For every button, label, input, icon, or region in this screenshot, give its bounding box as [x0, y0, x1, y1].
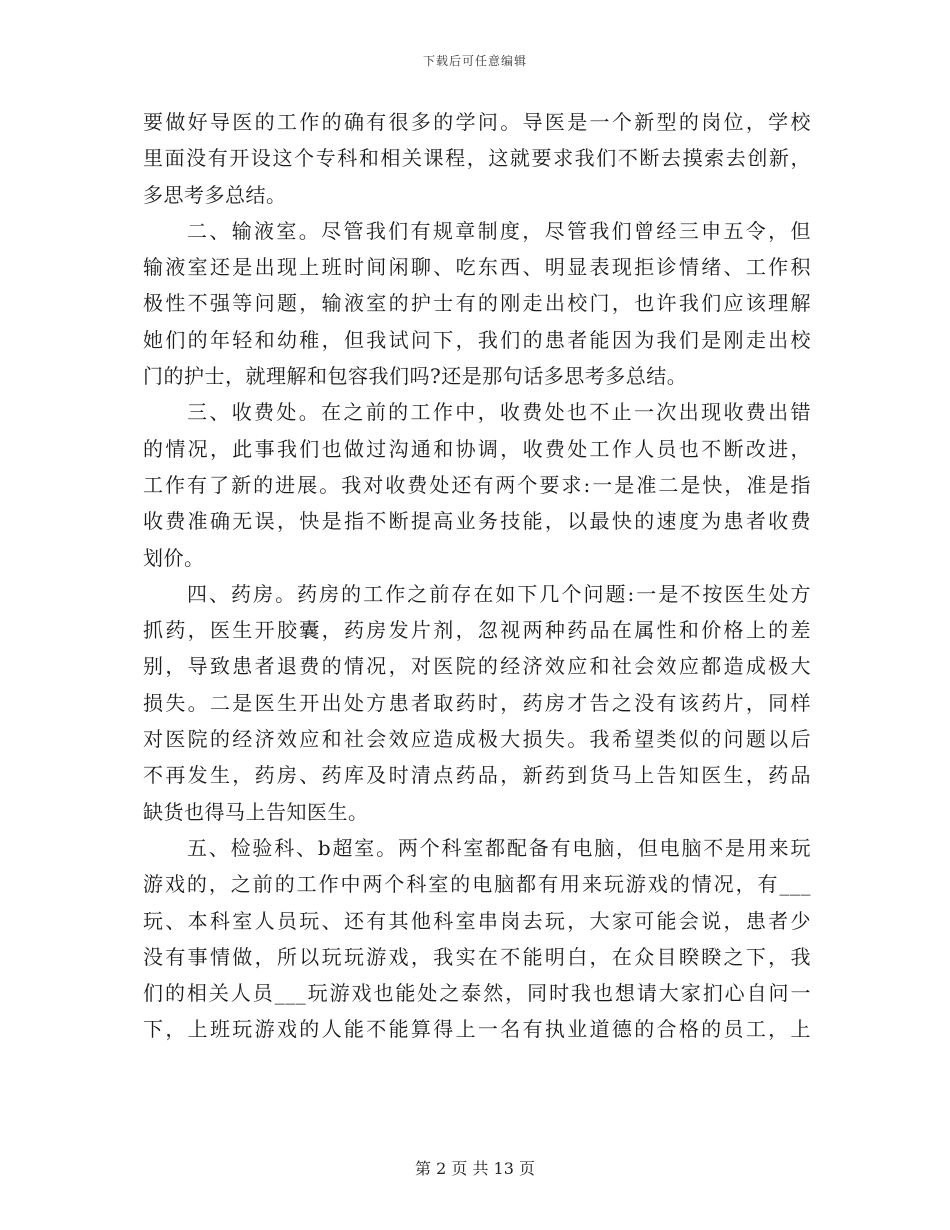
page-number-footer: 第 2 页 共 13 页	[415, 1159, 535, 1178]
text-line: 下，上班玩游戏的人能不能算得上一名有执业道德的合格的员工，上	[143, 1017, 811, 1042]
text-line: 门的护士，就理解和包容我们吗?还是那句话多思考多总结。	[143, 364, 688, 389]
text-line: 四、药房。药房的工作之前存在如下几个问题:一是不按医生处方	[187, 581, 811, 606]
text-line: 不再发生，药房、药库及时清点药品，新药到货马上告知医生，药品	[143, 763, 811, 788]
page-header: 下载后可任意编辑	[422, 54, 527, 68]
text-line: 她们的年轻和幼稚，但我试问下，我们的患者能因为我们是刚走出校	[143, 327, 811, 352]
text-line: 五、检验科、b超室。两个科室都配备有电脑，但电脑不是用来玩	[187, 835, 811, 860]
text-line: 游戏的，之前的工作中两个科室的电脑都有用来玩游戏的情况，有___	[143, 872, 811, 897]
text-line: 里面没有开设这个专科和相关课程，这就要求我们不断去摸索去创新，	[143, 146, 811, 171]
text-line: 三、收费处。在之前的工作中，收费处也不止一次出现收费出错	[187, 400, 811, 425]
text-line: 抓药，医生开胶囊，药房发片剂，忽视两种药品在属性和价格上的差	[143, 618, 811, 643]
document-body	[143, 104, 811, 1048]
text-line: 们的相关人员___玩游戏也能处之泰然，同时我也想请大家扪心自问一	[143, 981, 811, 1006]
text-line: 没有事情做，所以玩玩游戏，我实在不能明白，在众目睽睽之下，我	[143, 944, 811, 969]
text-line: 玩、本科室人员玩、还有其他科室串岗去玩，大家可能会说，患者少	[143, 908, 811, 933]
text-line: 的情况，此事我们也做过沟通和协调，收费处工作人员也不断改进，	[143, 436, 811, 461]
text-line: 损失。二是医生开出处方患者取药时，药房才告之没有该药片，同样	[143, 690, 811, 715]
text-line: 工作有了新的进展。我对收费处还有两个要求:一是准二是快，准是指	[143, 472, 811, 497]
text-line: 别，导致患者退费的情况，对医院的经济效应和社会效应都造成极大	[143, 654, 811, 679]
text-line: 要做好导医的工作的确有很多的学问。导医是一个新型的岗位，学校	[143, 110, 811, 134]
text-line: 多思考多总结。	[143, 182, 287, 207]
text-line: 输液室还是出现上班时间闲聊、吃东西、明显表现拒诊情绪、工作积	[143, 255, 811, 280]
text-line: 缺货也得马上告知医生。	[143, 799, 369, 824]
text-line: 对医院的经济效应和社会效应造成极大损失。我希望类似的问题以后	[143, 727, 811, 752]
text-line: 收费准确无误，快是指不断提高业务技能，以最快的速度为患者收费	[143, 509, 811, 534]
text-line: 二、输液室。尽管我们有规章制度，尽管我们曾经三申五令，但	[187, 218, 811, 243]
text-line: 划价。	[143, 545, 205, 570]
text-line: 极性不强等问题，输液室的护士有的刚走出校门，也许我们应该理解	[143, 291, 811, 316]
